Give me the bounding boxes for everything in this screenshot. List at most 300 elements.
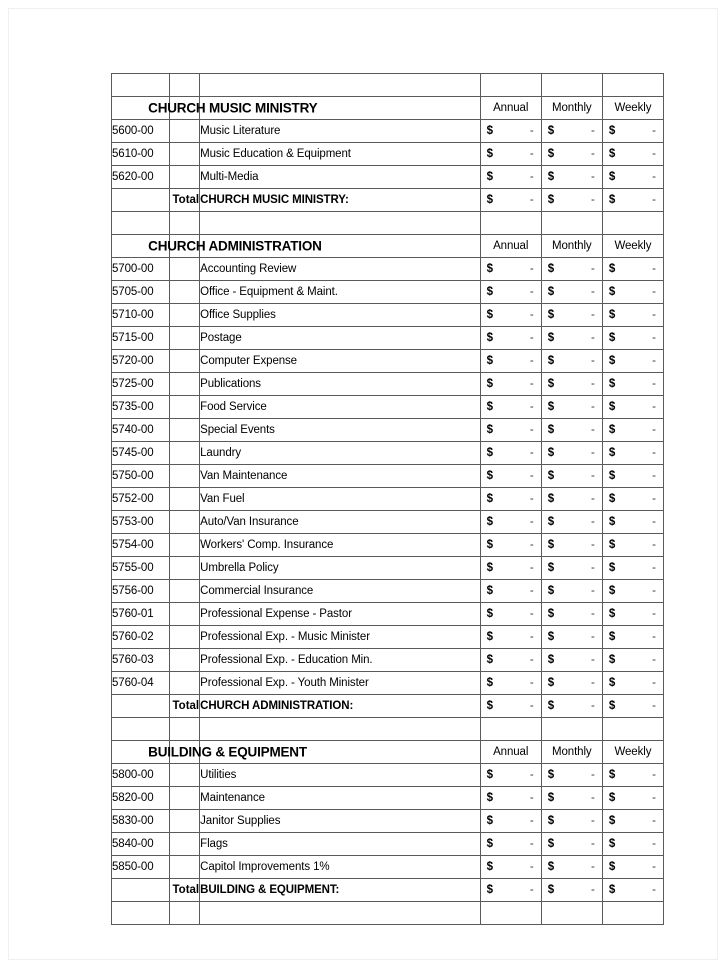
line-item-description: Professional Exp. - Education Min. (200, 649, 481, 672)
account-code: 5753-00 (112, 511, 170, 534)
section-header-row (112, 741, 664, 764)
section-title: BUILDING & EQUIPMENT (148, 744, 307, 760)
amount-value: - (591, 286, 595, 298)
currency-symbol: $ (608, 539, 616, 551)
currency-symbol: $ (486, 769, 494, 781)
table-row (112, 442, 664, 465)
account-code: 5760-01 (112, 603, 170, 626)
amount-cell-monthly[interactable] (541, 166, 602, 189)
amount-cell-annual[interactable] (480, 120, 541, 143)
currency-symbol: $ (608, 493, 616, 505)
amount-cell-weekly[interactable] (602, 189, 663, 212)
table-row (112, 580, 664, 603)
line-item-description: Utilities (200, 764, 481, 787)
amount-value: - (591, 171, 595, 183)
currency-symbol: $ (608, 447, 616, 459)
table-row (112, 465, 664, 488)
empty-cell (170, 603, 200, 626)
line-item-description: Capitol Improvements 1% (200, 856, 481, 879)
currency-symbol: $ (547, 355, 555, 367)
spacer-row (112, 902, 664, 925)
amount-value: - (591, 608, 595, 620)
line-item-description: Maintenance (200, 787, 481, 810)
account-code: 5756-00 (112, 580, 170, 603)
empty-cell (170, 672, 200, 695)
amount-cell-annual[interactable] (480, 442, 541, 465)
amount-value: - (652, 654, 656, 666)
currency-symbol: $ (547, 309, 555, 321)
currency-symbol: $ (486, 194, 494, 206)
spacer-row (112, 74, 664, 97)
amount-value: - (529, 631, 534, 643)
amount-value: - (591, 539, 595, 551)
currency-symbol: $ (486, 424, 494, 436)
empty-cell (200, 74, 481, 97)
currency-symbol: $ (608, 171, 616, 183)
currency-symbol: $ (547, 470, 555, 482)
amount-cell-weekly[interactable] (602, 258, 663, 281)
section-total-row (112, 879, 664, 902)
currency-symbol: $ (547, 539, 555, 551)
spacer-row (112, 212, 664, 235)
account-code: 5800-00 (112, 764, 170, 787)
amount-cell-weekly[interactable] (602, 396, 663, 419)
amount-value: - (529, 125, 534, 137)
currency-symbol: $ (486, 838, 494, 850)
amount-cell-weekly[interactable] (602, 695, 663, 718)
empty-cell (112, 718, 170, 741)
currency-symbol: $ (486, 447, 494, 459)
table-row (112, 350, 664, 373)
amount-cell-weekly[interactable] (602, 281, 663, 304)
total-prefix-label: Total (170, 879, 200, 902)
amount-cell-monthly[interactable] (541, 879, 602, 902)
amount-cell-monthly[interactable] (541, 327, 602, 350)
currency-symbol: $ (486, 861, 494, 873)
amount-value: - (652, 171, 656, 183)
amount-cell-monthly[interactable] (541, 672, 602, 695)
currency-symbol: $ (486, 263, 494, 275)
amount-cell-monthly[interactable] (541, 442, 602, 465)
total-prefix-label: Total (170, 189, 200, 212)
amount-value: - (591, 355, 595, 367)
amount-cell-weekly[interactable] (602, 833, 663, 856)
amount-value: - (591, 516, 595, 528)
amount-value: - (652, 815, 656, 827)
currency-symbol: $ (608, 792, 616, 804)
account-code: 5760-04 (112, 672, 170, 695)
amount-cell-weekly[interactable] (602, 511, 663, 534)
amount-cell-annual[interactable] (480, 488, 541, 511)
total-section-name: CHURCH MUSIC MINISTRY: (200, 189, 481, 212)
amount-cell-annual[interactable] (480, 304, 541, 327)
line-item-description: Office - Equipment & Maint. (200, 281, 481, 304)
currency-symbol: $ (608, 884, 616, 896)
empty-cell (170, 442, 200, 465)
currency-symbol: $ (547, 125, 555, 137)
currency-symbol: $ (547, 286, 555, 298)
amount-cell-annual[interactable] (480, 534, 541, 557)
amount-cell-annual[interactable] (480, 833, 541, 856)
currency-symbol: $ (486, 470, 494, 482)
empty-cell (112, 189, 170, 212)
amount-value: - (591, 654, 595, 666)
currency-symbol: $ (547, 700, 555, 712)
amount-cell-annual[interactable] (480, 810, 541, 833)
table-row (112, 304, 664, 327)
amount-value: - (652, 838, 656, 850)
line-item-description: Professional Exp. - Music Minister (200, 626, 481, 649)
account-code: 5745-00 (112, 442, 170, 465)
amount-cell-monthly[interactable] (541, 787, 602, 810)
amount-value: - (529, 286, 534, 298)
amount-value: - (652, 286, 656, 298)
empty-cell (112, 74, 170, 97)
amount-value: - (529, 815, 534, 827)
table-row (112, 672, 664, 695)
currency-symbol: $ (608, 585, 616, 597)
empty-cell (170, 902, 200, 925)
amount-cell-weekly[interactable] (602, 166, 663, 189)
section-header-row (112, 235, 664, 258)
currency-symbol: $ (486, 493, 494, 505)
amount-cell-weekly[interactable] (602, 626, 663, 649)
empty-cell (170, 350, 200, 373)
amount-value: - (529, 424, 534, 436)
account-code: 5754-00 (112, 534, 170, 557)
amount-value: - (529, 493, 534, 505)
amount-cell-annual[interactable] (480, 649, 541, 672)
amount-cell-weekly[interactable] (602, 649, 663, 672)
empty-cell (602, 212, 663, 235)
amount-cell-annual[interactable] (480, 396, 541, 419)
amount-cell-monthly[interactable] (541, 488, 602, 511)
amount-value: - (652, 792, 656, 804)
amount-value: - (591, 424, 595, 436)
empty-cell (170, 74, 200, 97)
account-code: 5715-00 (112, 327, 170, 350)
currency-symbol: $ (608, 194, 616, 206)
amount-cell-monthly[interactable] (541, 649, 602, 672)
amount-cell-weekly[interactable] (602, 810, 663, 833)
amount-cell-weekly[interactable] (602, 442, 663, 465)
amount-cell-weekly[interactable] (602, 603, 663, 626)
amount-cell-weekly[interactable] (602, 120, 663, 143)
amount-cell-annual[interactable] (480, 603, 541, 626)
amount-value: - (591, 493, 595, 505)
empty-cell (200, 212, 481, 235)
amount-cell-weekly[interactable] (602, 672, 663, 695)
amount-value: - (591, 677, 595, 689)
empty-cell (541, 74, 602, 97)
amount-cell-annual[interactable] (480, 258, 541, 281)
empty-cell (170, 511, 200, 534)
amount-cell-annual[interactable] (480, 166, 541, 189)
amount-cell-weekly[interactable] (602, 350, 663, 373)
amount-value: - (652, 769, 656, 781)
amount-value: - (591, 332, 595, 344)
currency-symbol: $ (608, 769, 616, 781)
table-row (112, 833, 664, 856)
amount-value: - (652, 884, 656, 896)
amount-value: - (591, 585, 595, 597)
amount-value: - (591, 700, 595, 712)
line-item-description: Accounting Review (200, 258, 481, 281)
amount-cell-annual[interactable] (480, 879, 541, 902)
amount-value: - (529, 148, 534, 160)
currency-symbol: $ (547, 677, 555, 689)
amount-cell-annual[interactable] (480, 856, 541, 879)
amount-cell-monthly[interactable] (541, 350, 602, 373)
empty-cell (112, 902, 170, 925)
amount-cell-annual[interactable] (480, 350, 541, 373)
amount-cell-annual[interactable] (480, 143, 541, 166)
currency-symbol: $ (547, 516, 555, 528)
section-header-row (112, 97, 664, 120)
amount-value: - (529, 309, 534, 321)
spacer-row (112, 718, 664, 741)
amount-value: - (652, 194, 656, 206)
amount-value: - (529, 539, 534, 551)
amount-value: - (529, 654, 534, 666)
line-item-description: Food Service (200, 396, 481, 419)
empty-cell (170, 143, 200, 166)
amount-cell-annual[interactable] (480, 511, 541, 534)
amount-value: - (652, 470, 656, 482)
amount-cell-weekly[interactable] (602, 856, 663, 879)
table-row (112, 419, 664, 442)
section-title-cell (148, 741, 481, 764)
amount-cell-weekly[interactable] (602, 373, 663, 396)
currency-symbol: $ (486, 562, 494, 574)
currency-symbol: $ (608, 332, 616, 344)
amount-cell-weekly[interactable] (602, 488, 663, 511)
amount-cell-monthly[interactable] (541, 626, 602, 649)
amount-cell-monthly[interactable] (541, 695, 602, 718)
currency-symbol: $ (608, 378, 616, 390)
empty-cell (170, 465, 200, 488)
amount-value: - (591, 884, 595, 896)
amount-value: - (591, 263, 595, 275)
amount-cell-monthly[interactable] (541, 281, 602, 304)
currency-symbol: $ (486, 171, 494, 183)
account-code: 5760-03 (112, 649, 170, 672)
line-item-description: Umbrella Policy (200, 557, 481, 580)
empty-cell (170, 258, 200, 281)
amount-cell-weekly[interactable] (602, 557, 663, 580)
amount-cell-weekly[interactable] (602, 327, 663, 350)
empty-cell (112, 879, 170, 902)
empty-cell (541, 902, 602, 925)
amount-cell-annual[interactable] (480, 557, 541, 580)
amount-value: - (529, 792, 534, 804)
amount-value: - (591, 470, 595, 482)
period-header-annual: Annual (480, 97, 541, 120)
amount-value: - (529, 516, 534, 528)
amount-value: - (529, 401, 534, 413)
currency-symbol: $ (608, 861, 616, 873)
amount-cell-weekly[interactable] (602, 304, 663, 327)
amount-cell-annual[interactable] (480, 327, 541, 350)
currency-symbol: $ (547, 562, 555, 574)
table-row (112, 534, 664, 557)
empty-cell (170, 419, 200, 442)
amount-value: - (529, 171, 534, 183)
currency-symbol: $ (486, 539, 494, 551)
currency-symbol: $ (486, 125, 494, 137)
amount-value: - (652, 562, 656, 574)
currency-symbol: $ (608, 654, 616, 666)
table-row (112, 603, 664, 626)
amount-value: - (591, 378, 595, 390)
amount-cell-weekly[interactable] (602, 419, 663, 442)
currency-symbol: $ (547, 861, 555, 873)
amount-cell-monthly[interactable] (541, 373, 602, 396)
currency-symbol: $ (486, 332, 494, 344)
amount-cell-weekly[interactable] (602, 879, 663, 902)
amount-cell-annual[interactable] (480, 672, 541, 695)
currency-symbol: $ (547, 424, 555, 436)
amount-cell-monthly[interactable] (541, 810, 602, 833)
amount-cell-annual[interactable] (480, 695, 541, 718)
amount-value: - (529, 447, 534, 459)
line-item-description: Commercial Insurance (200, 580, 481, 603)
currency-symbol: $ (608, 355, 616, 367)
amount-cell-weekly[interactable] (602, 143, 663, 166)
amount-value: - (529, 378, 534, 390)
currency-symbol: $ (486, 355, 494, 367)
amount-cell-monthly[interactable] (541, 603, 602, 626)
amount-cell-annual[interactable] (480, 281, 541, 304)
amount-cell-annual[interactable] (480, 626, 541, 649)
line-item-description: Special Events (200, 419, 481, 442)
currency-symbol: $ (486, 585, 494, 597)
empty-cell (480, 212, 541, 235)
amount-cell-monthly[interactable] (541, 396, 602, 419)
account-code: 5830-00 (112, 810, 170, 833)
amount-cell-weekly[interactable] (602, 764, 663, 787)
currency-symbol: $ (547, 585, 555, 597)
amount-cell-monthly[interactable] (541, 143, 602, 166)
currency-symbol: $ (608, 631, 616, 643)
account-code: 5750-00 (112, 465, 170, 488)
currency-symbol: $ (608, 470, 616, 482)
amount-cell-monthly[interactable] (541, 557, 602, 580)
currency-symbol: $ (608, 286, 616, 298)
period-header-weekly: Weekly (602, 97, 663, 120)
currency-symbol: $ (547, 631, 555, 643)
table-row (112, 856, 664, 879)
period-header-weekly: Weekly (602, 741, 663, 764)
amount-cell-weekly[interactable] (602, 580, 663, 603)
amount-value: - (591, 792, 595, 804)
amount-value: - (529, 608, 534, 620)
amount-cell-weekly[interactable] (602, 465, 663, 488)
amount-cell-annual[interactable] (480, 764, 541, 787)
amount-cell-monthly[interactable] (541, 304, 602, 327)
empty-cell (170, 810, 200, 833)
amount-cell-annual[interactable] (480, 580, 541, 603)
currency-symbol: $ (547, 815, 555, 827)
empty-cell (170, 718, 200, 741)
currency-symbol: $ (486, 654, 494, 666)
amount-value: - (652, 125, 656, 137)
currency-symbol: $ (608, 815, 616, 827)
amount-cell-annual[interactable] (480, 465, 541, 488)
amount-cell-monthly[interactable] (541, 419, 602, 442)
empty-cell (170, 166, 200, 189)
amount-cell-monthly[interactable] (541, 856, 602, 879)
amount-cell-annual[interactable] (480, 787, 541, 810)
empty-cell (602, 74, 663, 97)
currency-symbol: $ (608, 125, 616, 137)
currency-symbol: $ (486, 378, 494, 390)
total-section-name: CHURCH ADMINISTRATION: (200, 695, 481, 718)
amount-cell-monthly[interactable] (541, 534, 602, 557)
empty-cell (170, 787, 200, 810)
amount-value: - (652, 332, 656, 344)
amount-cell-weekly[interactable] (602, 787, 663, 810)
currency-symbol: $ (547, 378, 555, 390)
empty-cell (170, 626, 200, 649)
amount-cell-monthly[interactable] (541, 189, 602, 212)
currency-symbol: $ (486, 148, 494, 160)
empty-cell (480, 902, 541, 925)
currency-symbol: $ (547, 263, 555, 275)
amount-value: - (529, 470, 534, 482)
amount-cell-monthly[interactable] (541, 120, 602, 143)
amount-cell-annual[interactable] (480, 419, 541, 442)
account-code: 5755-00 (112, 557, 170, 580)
amount-value: - (652, 447, 656, 459)
table-row (112, 143, 664, 166)
currency-symbol: $ (486, 608, 494, 620)
total-section-name: BUILDING & EQUIPMENT: (200, 879, 481, 902)
amount-value: - (652, 148, 656, 160)
budget-worksheet-table (111, 73, 664, 925)
line-item-description: Music Education & Equipment (200, 143, 481, 166)
empty-cell (112, 212, 170, 235)
amount-cell-monthly[interactable] (541, 580, 602, 603)
amount-cell-annual[interactable] (480, 189, 541, 212)
line-item-description: Publications (200, 373, 481, 396)
currency-symbol: $ (547, 493, 555, 505)
amount-value: - (529, 838, 534, 850)
amount-value: - (652, 608, 656, 620)
amount-value: - (591, 631, 595, 643)
amount-value: - (652, 677, 656, 689)
amount-cell-weekly[interactable] (602, 534, 663, 557)
amount-value: - (652, 861, 656, 873)
amount-cell-monthly[interactable] (541, 833, 602, 856)
line-item-description: Multi-Media (200, 166, 481, 189)
empty-cell (480, 718, 541, 741)
line-item-description: Music Literature (200, 120, 481, 143)
empty-cell (170, 396, 200, 419)
empty-cell (170, 304, 200, 327)
currency-symbol: $ (547, 148, 555, 160)
amount-cell-monthly[interactable] (541, 258, 602, 281)
amount-cell-monthly[interactable] (541, 465, 602, 488)
account-code: 5710-00 (112, 304, 170, 327)
amount-cell-annual[interactable] (480, 373, 541, 396)
empty-cell (170, 580, 200, 603)
table-row (112, 258, 664, 281)
table-row (112, 787, 664, 810)
amount-cell-monthly[interactable] (541, 764, 602, 787)
table-row (112, 557, 664, 580)
amount-cell-monthly[interactable] (541, 511, 602, 534)
